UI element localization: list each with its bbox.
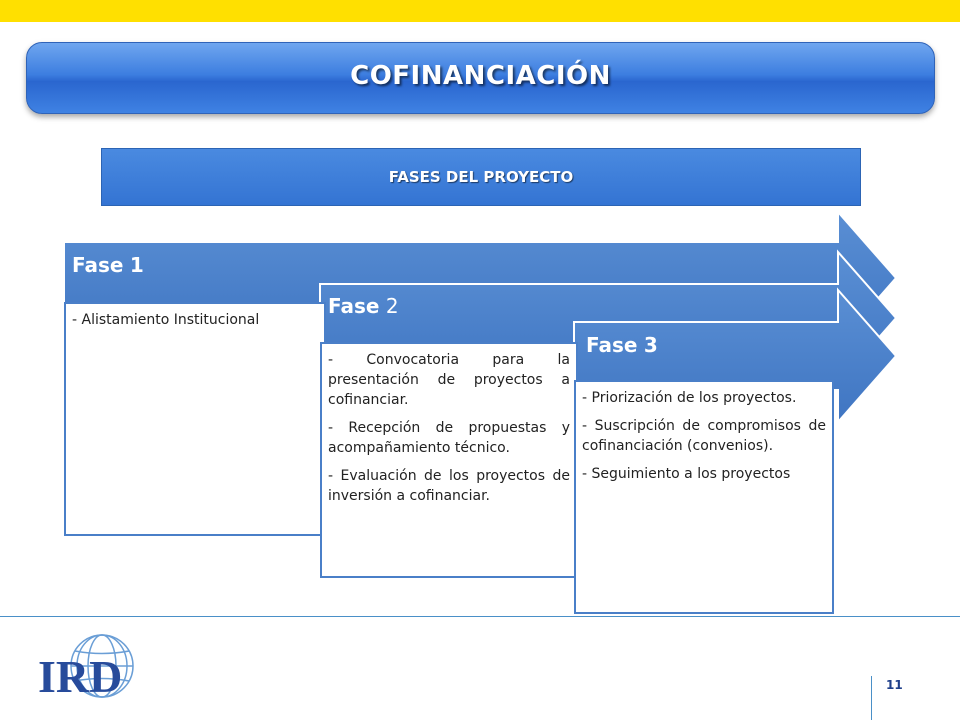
phase-1-body	[64, 302, 326, 536]
phase-3-heading	[586, 333, 658, 357]
phase-3-number: 3	[643, 333, 658, 357]
phase-3-item: - Priorización de los proyectos.	[582, 390, 797, 406]
phase-3-body	[574, 380, 834, 614]
phase-2-label: Fase	[328, 294, 380, 318]
phase-3-item: - Seguimiento a los proyectos	[582, 466, 791, 482]
logo-text: IRD	[38, 651, 123, 698]
footer-divider	[0, 616, 960, 617]
phase-1-label: Fase	[72, 253, 124, 277]
phase-2-item: - Convocatoria para la presentación de proyectos a cofinanciar.	[328, 352, 570, 408]
phase-2-heading	[328, 294, 399, 318]
phase-3-item: - Suscripción de compromisos de cofinanciación (convenios).	[582, 418, 826, 454]
section-subtitle: FASES DEL PROYECTO	[388, 168, 574, 186]
page-number: 11	[886, 678, 903, 692]
phase-1-item: - Alistamiento Institucional	[72, 312, 260, 328]
phase-2-number: 2	[385, 294, 399, 318]
page-title: COFINANCIACIÓN	[350, 61, 611, 91]
ird-logo	[36, 632, 146, 698]
phase-3-label: Fase	[586, 333, 638, 357]
phase-2-item: - Recepción de propuestas y acompañamiento técnico.	[328, 420, 570, 456]
footer-vertical-divider	[871, 676, 872, 720]
phase-2-body	[320, 342, 578, 578]
phase-1-heading	[72, 253, 144, 277]
phase-1-number: 1	[129, 253, 144, 277]
phase-2-item: - Evaluación de los proyectos de inversión a cofinanciar.	[328, 468, 570, 504]
